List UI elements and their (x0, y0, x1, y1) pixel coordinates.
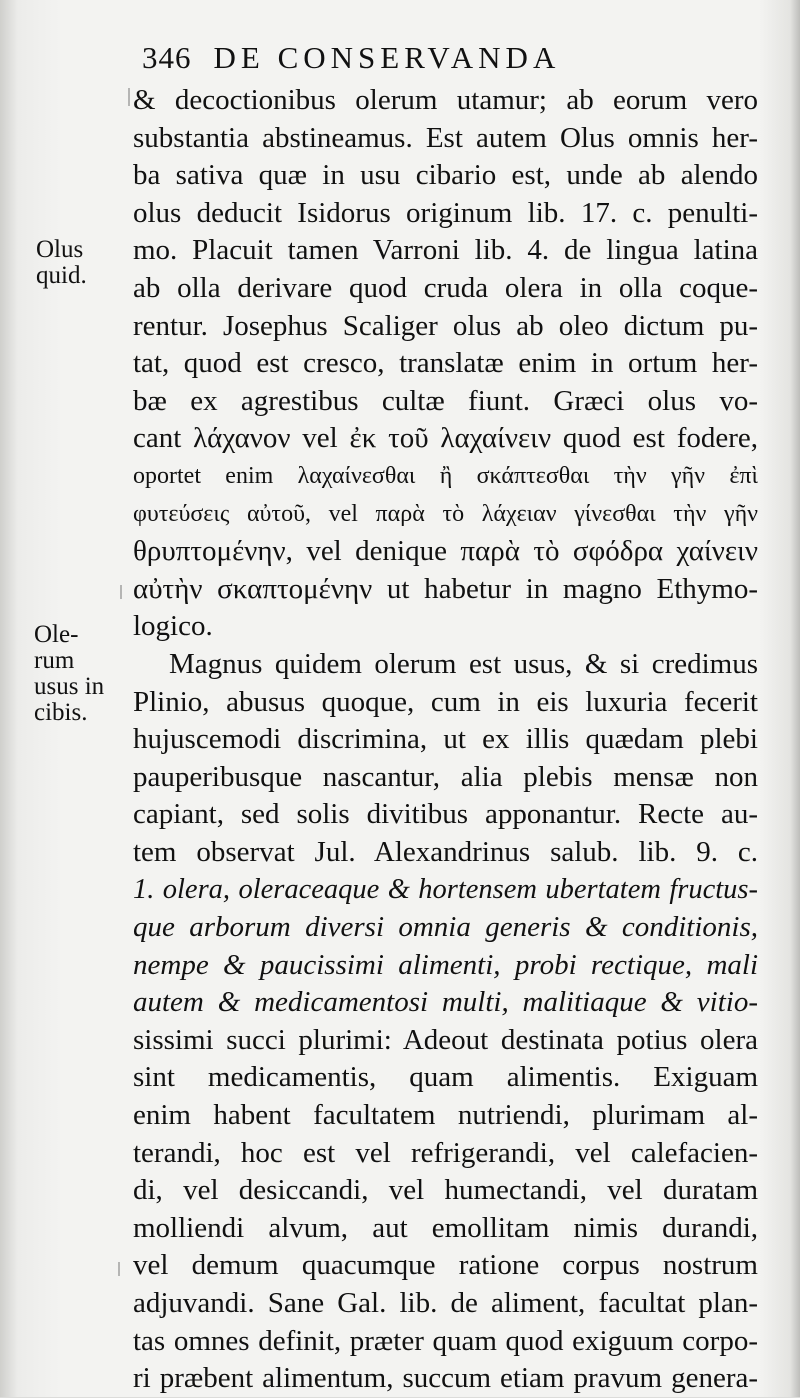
page-mark (128, 88, 130, 106)
page-number: 346 (142, 40, 192, 75)
text-line: que arborum diversi omnia generis & conditionis, (133, 911, 758, 944)
text-line: sissimi succi plurimi: Adeout destinata potius olera (133, 1023, 758, 1056)
text-line: autem & medicamentosi multi, malitiaque & vitio- (133, 986, 758, 1019)
text-line: mo. Placuit tamen Varroni lib. 4. de lingua latina (133, 234, 758, 267)
text-line: di, vel desiccandi, vel humectandi, vel duratam (133, 1174, 758, 1207)
text-line: hujuscemodi discrimina, ut ex illis quædam plebi (133, 723, 758, 756)
text-line: Magnus quidem olerum est usus, & si credimus (169, 647, 758, 680)
text-line: ri præbent alimentum, succum etiam pravum genera- (133, 1362, 758, 1395)
text-line: rentur. Josephus Scaliger olus ab oleo dictum pu- (133, 309, 758, 342)
text-line: αὐτὴν σκαπτομένην ut habetur in magno Ethymo- (133, 572, 758, 605)
text-line: & decoctionibus olerum utamur; ab eorum vero (133, 84, 758, 116)
text-line: Plinio, abusus quoque, cum in eis luxuria fecerit (133, 685, 758, 718)
text-line: 1. olera, oleraceaque & hortensem ubertatem fructus- (133, 874, 758, 906)
text-line: terandi, hoc est vel refrigerandi, vel calefacien- (133, 1136, 758, 1169)
text-line: φυτεύσεις αὐτοῦ, vel παρὰ τὸ λάχειαν γίνεσθαι τὴν γῆν (133, 500, 758, 527)
text-line: θρυπτομένην, vel denique παρὰ τὸ σφόδρα χαίνειν (133, 535, 758, 568)
running-header (142, 40, 742, 76)
page-mark (118, 1262, 120, 1276)
text-line: pauperibusque nascantur, alia plebis mensæ non (133, 760, 758, 793)
text-line: ab olla derivare quod cruda olera in olla coque- (133, 271, 758, 304)
margin-note-olerum-usus: Ole- rum usus in cibis. (34, 621, 105, 726)
text-line: logico. (133, 610, 213, 643)
text-line: enim habent facultatem nutriendi, plurimam al- (133, 1099, 758, 1132)
text-line: tat, quod est cresco, translatæ enim in ortum her- (133, 347, 758, 380)
text-line: sint medicamentis, quam alimentis. Exiguam (133, 1061, 758, 1094)
margin-note-olus: Olus quid. (36, 236, 87, 289)
text-line: substantia abstineamus. Est autem Olus omnis her- (133, 121, 758, 154)
text-line: nempe & paucissimi alimenti, probi rectique, mali (133, 948, 758, 981)
text-line: ba sativa quæ in usu cibario est, unde ab alendo (133, 159, 758, 192)
text-line: vel demum quacumque ratione corpus nostrum (133, 1249, 758, 1282)
text-line: capiant, sed solis divitibus apponantur. Recte au- (133, 798, 758, 831)
text-line: olus deducit Isidorus originum lib. 17. c. penulti- (133, 196, 758, 229)
page-mark (120, 585, 122, 599)
body-text (133, 82, 758, 1398)
text-line: tas omnes definit, præter quam quod exiguum corpo- (133, 1324, 758, 1357)
text-line: cant λάχανον vel ἐκ τοῦ λαχαίνειν quod est fodere, (133, 422, 758, 455)
text-line: tem observat Jul. Alexandrinus salub. lib. 9. c. (133, 835, 758, 868)
text-line: molliendi alvum, aut emollitam nimis durandi, (133, 1211, 758, 1244)
running-title: DE CONSERVANDA (213, 40, 561, 75)
text-line: oportet enim λαχαίνεσθαι ἢ σκάπτεσθαι τὴν γῆν ἐπὶ (133, 462, 758, 489)
text-line: bæ ex agrestibus cultæ fiunt. Græci olus vo- (133, 384, 758, 417)
text-line: adjuvandi. Sane Gal. lib. de aliment, facultat plan- (133, 1287, 758, 1319)
